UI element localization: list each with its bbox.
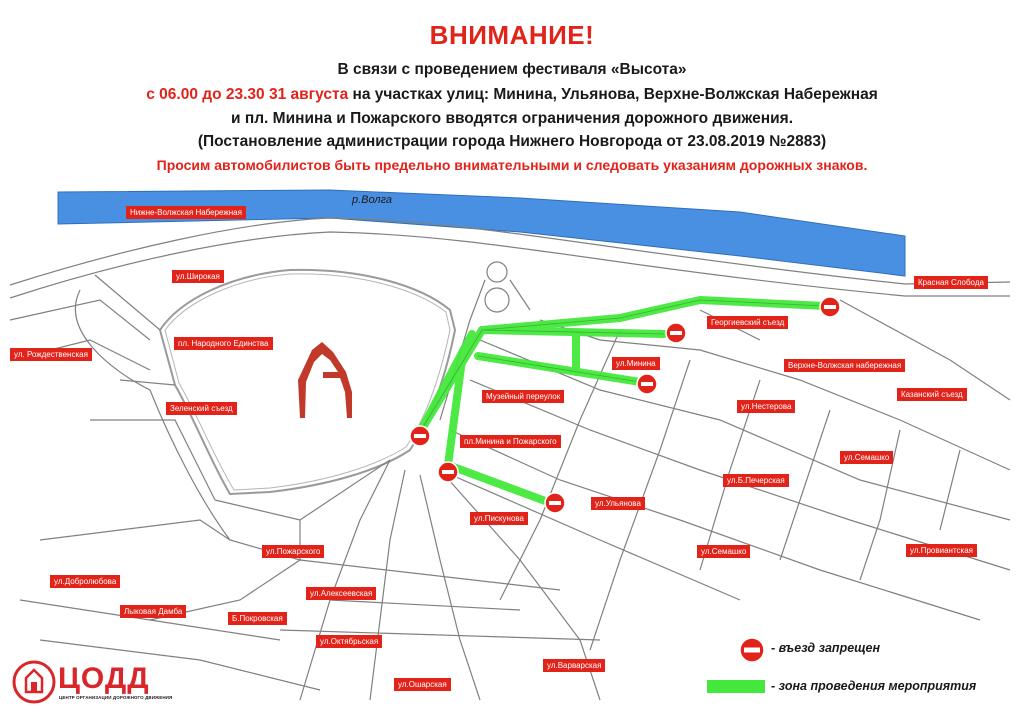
notice-line-4: (Постановление администрации города Нижнего Новгорода от 23.08.2019 №2883) xyxy=(197,133,827,150)
legend-no-entry-label: - въезд запрещен xyxy=(771,641,881,655)
street-label: ул.Семашко xyxy=(697,545,750,558)
notice-warning: Просим автомобилистов быть предельно внимательными и следовать указаниям дорожных знаков. xyxy=(156,157,868,173)
street-label: Георгиевский съезд xyxy=(707,316,788,329)
legend-event-zone-label: - зона проведения мероприятия xyxy=(771,679,977,693)
street-label: ул.Б.Печерская xyxy=(723,474,789,487)
no-entry-sign xyxy=(637,374,657,394)
street-label: Музейный переулок xyxy=(482,390,564,403)
no-entry-sign xyxy=(410,426,430,446)
street-label: ул.Провиантская xyxy=(906,544,977,557)
street-label: ул.Нестерова xyxy=(737,400,795,413)
logo-subtitle: ЦЕНТР ОРГАНИЗАЦИИ ДОРОЖНОГО ДВИЖЕНИЯ xyxy=(59,695,173,700)
street-label: ул.Ульянова xyxy=(591,497,645,510)
street-label: ул.Пожарского xyxy=(262,545,324,558)
street-label: Верхне-Волжская набережная xyxy=(784,359,905,372)
street-label: ул.Широкая xyxy=(172,270,224,283)
street-label: Красная Слобода xyxy=(914,276,988,289)
legend-event-zone-swatch xyxy=(707,680,765,693)
street-label: Лыковая Дамба xyxy=(120,605,186,618)
notice-streets: на участках улиц: Минина, Ульянова, Верхне-Волжская Набережная xyxy=(348,86,878,103)
river-volga xyxy=(58,190,905,276)
kremlin-mark xyxy=(298,342,352,418)
street-label: Казанский съезд xyxy=(897,388,967,401)
street-label: пл.Минина и Пожарского xyxy=(460,435,561,448)
street-label: ул. Рождественская xyxy=(10,348,92,361)
legend-no-entry-icon xyxy=(740,638,764,662)
river-label: р.Волга xyxy=(352,194,393,206)
street-label: ул.Октябрьская xyxy=(316,635,382,648)
notice-date-range: с 06.00 до 23.30 31 августа xyxy=(146,86,349,103)
notice-line-3: и пл. Минина и Пожарского вводятся ограничения дорожного движения. xyxy=(231,110,793,127)
street-label: ул.Семашко xyxy=(840,451,893,464)
street-label: ул.Пискунова xyxy=(470,512,528,525)
codd-emblem-icon xyxy=(12,658,56,708)
street-label: ул.Ошарская xyxy=(394,678,451,691)
no-entry-sign xyxy=(545,493,565,513)
street-label: ул.Варварская xyxy=(543,659,605,672)
no-entry-sign xyxy=(666,323,686,343)
street-label: ул.Добролюбова xyxy=(50,575,120,588)
street-label: пл. Народного Единства xyxy=(174,337,273,350)
street-label: Зеленский съезд xyxy=(166,402,237,415)
street-label: ул.Минина xyxy=(612,357,660,370)
logo-name: ЦОДД xyxy=(58,662,150,695)
no-entry-sign xyxy=(438,462,458,482)
street-label: ул.Алексеевская xyxy=(306,587,376,600)
notice-title: ВНИМАНИЕ! xyxy=(429,20,595,50)
notice-line-1: В связи с проведением фестиваля «Высота» xyxy=(337,61,687,78)
street-label: Б.Покровская xyxy=(228,612,287,625)
street-label: Нижне-Волжская Набережная xyxy=(126,206,246,219)
no-entry-sign xyxy=(820,297,840,317)
codd-logo xyxy=(12,658,182,710)
